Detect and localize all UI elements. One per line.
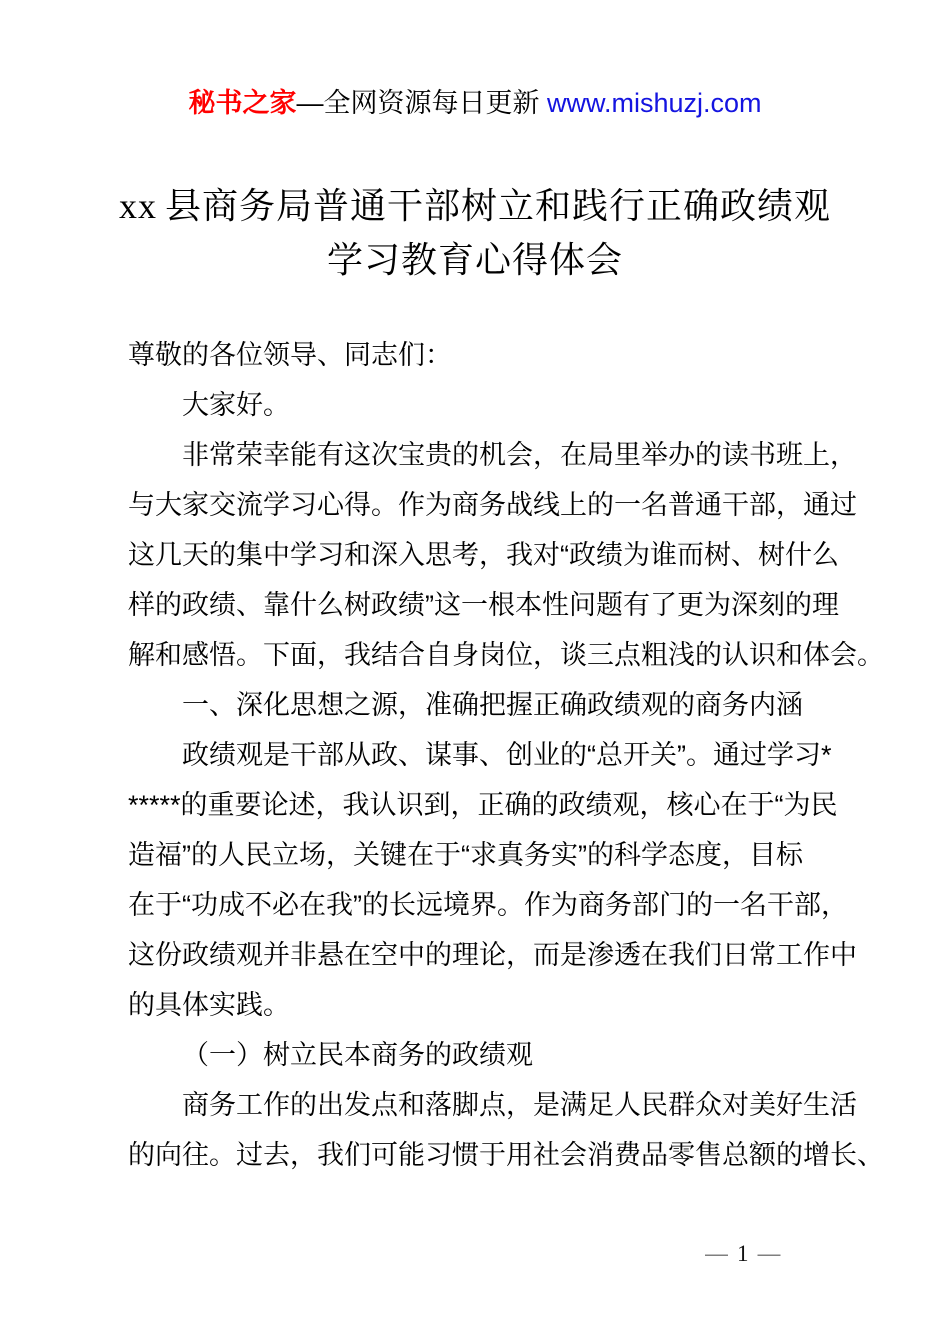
body-line: 造福”的人民立场，关键在于“求真务实”的科学态度，目标 [128, 840, 803, 870]
doc-title [80, 179, 870, 286]
body-text [128, 330, 884, 1180]
body-line: 解和感悟。下面，我结合自身岗位，谈三点粗浅的认识和体会。 [128, 640, 884, 670]
body-line: 一、深化思想之源，准确把握正确政绩观的商务内涵 [182, 690, 803, 720]
body-line: *****的重要论述，我认识到，正确的政绩观，核心在于“为民 [128, 790, 838, 820]
page-footer [700, 1238, 786, 1269]
header-tagline: —全网资源每日更新 [296, 88, 547, 118]
body-line: 这份政绩观并非悬在空中的理论，而是渗透在我们日常工作中 [128, 940, 857, 970]
title-line-1 [80, 179, 870, 233]
doc-header [0, 86, 950, 120]
body-line: 政绩观是干部从政、谋事、创业的“总开关”。通过学习* [182, 740, 832, 770]
body-line: 样的政绩、靠什么树政绩”这一根本性问题有了更为深刻的理 [128, 590, 839, 620]
body-line: 非常荣幸能有这次宝贵的机会，在局里举办的读书班上， [182, 440, 857, 470]
page-number: 1 [737, 1241, 749, 1266]
body-line: 与大家交流学习心得。作为商务战线上的一名普通干部，通过 [128, 490, 857, 520]
title-prefix: xx [118, 186, 157, 226]
title-line-1-text: 县商务局普通干部树立和践行正确政绩观 [164, 185, 831, 226]
body-line: 在于“功成不必在我”的长远境界。作为商务部门的一名干部， [128, 890, 848, 920]
title-line-2: 学习教育心得体会 [326, 239, 623, 280]
brand-text: 秘书之家 [188, 88, 297, 118]
body-line: 尊敬的各位领导、同志们： [128, 340, 452, 370]
body-line: 的向往。过去，我们可能习惯于用社会消费品零售总额的增长、 [128, 1140, 884, 1170]
body-line: 商务工作的出发点和落脚点，是满足人民群众对美好生活 [182, 1090, 857, 1120]
body-line: 大家好。 [182, 390, 290, 420]
body-line: 这几天的集中学习和深入思考，我对“政绩为谁而树、树什么 [128, 540, 839, 570]
header-url-link[interactable]: www.mishuzj.com [546, 88, 762, 118]
body-line: 的具体实践。 [128, 990, 290, 1020]
footer-dash-left: — [705, 1240, 728, 1266]
footer-dash-right: — [757, 1240, 781, 1266]
body-line: （一）树立民本商务的政绩观 [182, 1040, 533, 1070]
